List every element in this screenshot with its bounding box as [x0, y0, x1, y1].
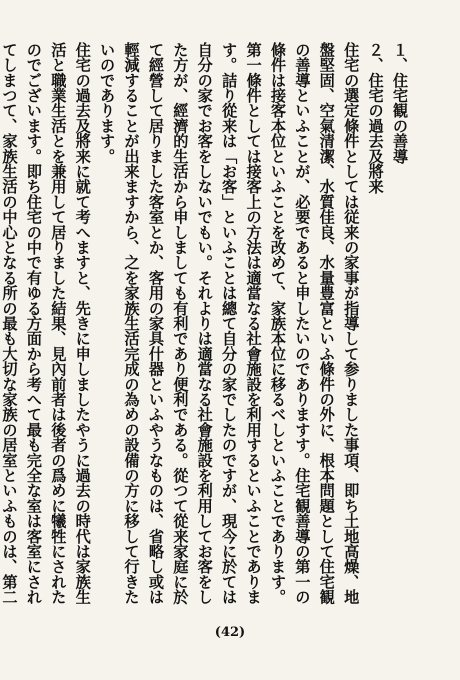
paragraph-2: 住宅の過去及將来に就て考へますと、先きに申しましたやうに過去の時代は家族生活と職業生活とを兼用して居りました結果、見內前者は後者の爲めに犧牲にされたのでございます。即ち住宅の中で有ゆる方面から考へて最も完全な室は客室にされてしまつて、家族生活の中心となる所の最も大切な家族の居室といふものは、第二	[0, 42, 92, 605]
section-heading-1: １、住宅観の善導	[391, 42, 409, 164]
section-heading-2: ２、住宅の過去及將来	[366, 42, 385, 194]
page-number: (42)	[214, 625, 246, 640]
vertical-text-block	[0, 42, 412, 608]
paragraph-1: 住宅の選定條件としては従来の家事が指導して参りました事項、即ち土地高燥、地盤堅固、空氣清潔、水質佳良、水量豊富といふ條件の外に、根本問題として住宅観の善導といふことが、必要であると申したいのでありますす。住宅観善導の第一の條件は接客本位といふことを改めて、家族本位に移るべしといふことであります。第一條件としては接客上の方法は適當なる社會施設を利用するといふことであります。詰り從来は「お客」といふことは總て自分の家でしたのですが、現今に於ては自分の家でお客をしないでもい。それよりは適當なる社會施設を利用してお客をした方が、經濟的生活から申しましても有利であり便利である。從つて從来家庭に於て經營して居りました客室とか、客用の家具什器といふやうなものは、省略し或は輕減することが出来ますから、之を家族生活完成の為めの設備の方に移して行きたいのであります。	[98, 42, 361, 605]
